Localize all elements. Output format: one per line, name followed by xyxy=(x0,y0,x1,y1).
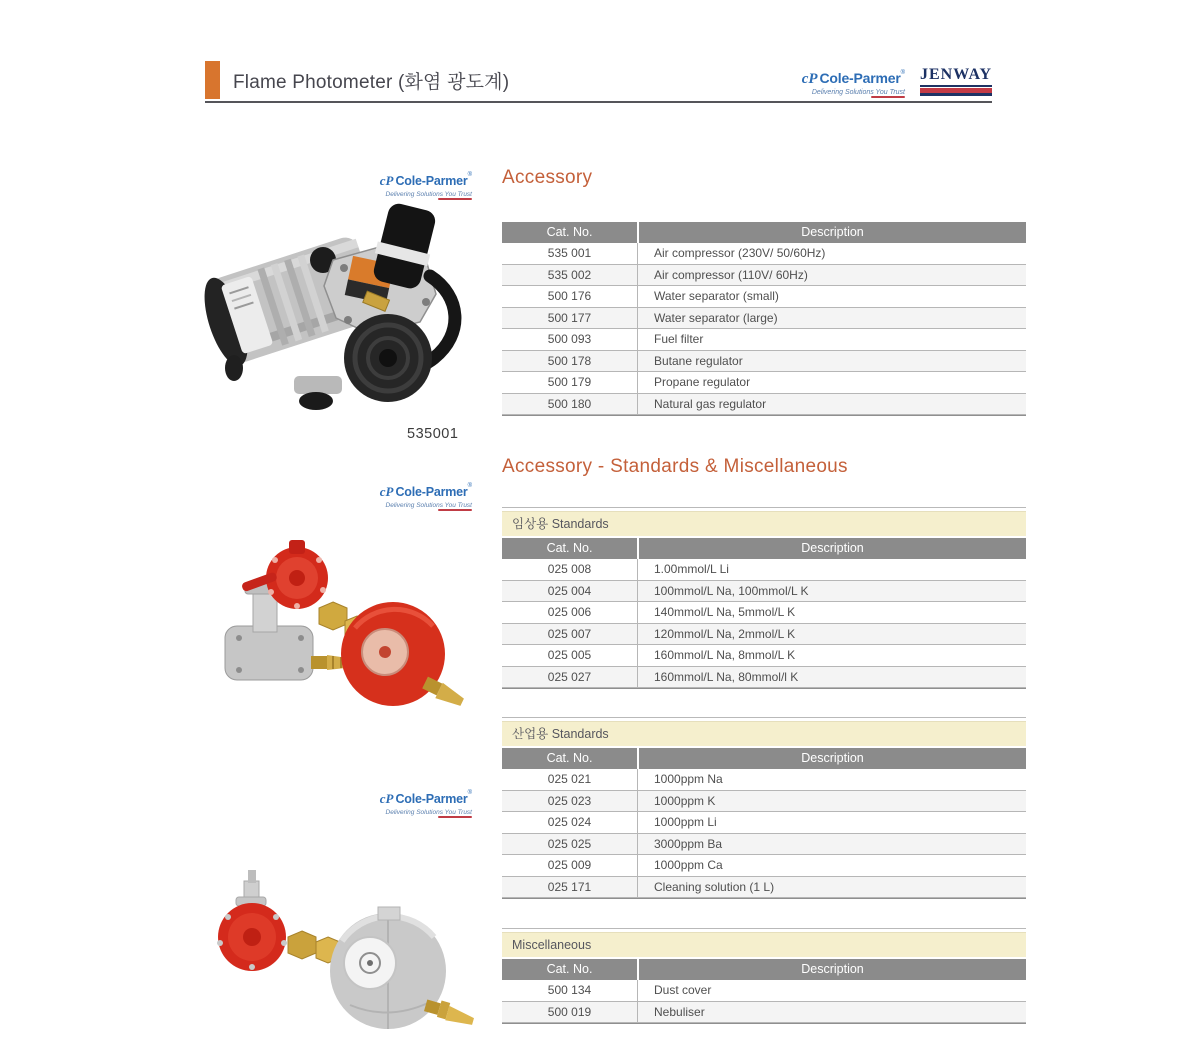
description-cell: 1000ppm Na xyxy=(637,769,1026,791)
cat-no-cell: 025 024 xyxy=(547,815,592,829)
table-row xyxy=(502,667,1026,689)
table-row xyxy=(502,372,1026,394)
cat-no-cell: 535 001 xyxy=(547,246,592,260)
clinical-standards-group xyxy=(502,507,1026,689)
description-cell: 1000ppm Li xyxy=(637,812,1026,834)
description-cell: Water separator (small) xyxy=(637,286,1026,308)
cat-no-cell: 535 002 xyxy=(547,267,592,282)
table-row xyxy=(502,559,1026,581)
air-compressor-image xyxy=(198,198,470,420)
cat-no-cell: 025 005 xyxy=(547,648,592,662)
cat-no-cell: 025 027 xyxy=(547,669,592,684)
cole-parmer-mark-icon: cP xyxy=(379,173,394,188)
jenway-wordmark: JENWAY xyxy=(920,66,992,87)
cat-no-cell: 025 009 xyxy=(547,858,592,872)
group-banner-miscellaneous: Miscellaneous xyxy=(502,932,1026,957)
cat-no-cell: 025 004 xyxy=(547,583,592,598)
cat-no-cell: 500 093 xyxy=(547,332,592,346)
tagline-underline xyxy=(438,816,472,818)
description-cell: 160mmol/L Na, 8mmol/L K xyxy=(637,645,1026,667)
page-title: Flame Photometer (화염 광도계) xyxy=(233,72,510,93)
cat-no-cell: 025 006 xyxy=(547,605,592,619)
table-row xyxy=(502,351,1026,373)
cat-no-cell: 500 019 xyxy=(547,1004,592,1019)
clinical-standards-table xyxy=(502,538,1026,689)
description-cell: 160mmol/L Na, 80mmol/l K xyxy=(637,667,1026,689)
industrial-standards-group xyxy=(502,717,1026,899)
table-row xyxy=(502,645,1026,667)
jenway-navy-bar xyxy=(920,93,992,96)
cat-no-cell: 025 023 xyxy=(547,793,592,808)
cat-no-cell: 025 171 xyxy=(547,879,592,894)
tagline-underline xyxy=(871,96,905,98)
cole-parmer-tagline: Delivering Solutions You Trust xyxy=(385,809,472,816)
group-divider xyxy=(502,717,1026,718)
table-row xyxy=(502,394,1026,416)
cole-parmer-tagline: Delivering Solutions You Trust xyxy=(385,502,472,509)
column-header-description: Description xyxy=(637,222,1026,243)
table-row xyxy=(502,791,1026,813)
column-header-cat-no: Cat. No. xyxy=(546,225,593,239)
table-row xyxy=(502,877,1026,899)
cat-no-cell: 500 178 xyxy=(547,353,592,368)
column-header-cat-no: Cat. No. xyxy=(546,962,593,976)
miscellaneous-table xyxy=(502,959,1026,1024)
description-cell: Water separator (large) xyxy=(637,308,1026,330)
cat-no-cell: 500 177 xyxy=(547,310,592,325)
description-cell: Propane regulator xyxy=(637,372,1026,394)
cat-no-cell: 025 025 xyxy=(547,836,592,851)
silver-gas-regulator-image xyxy=(190,845,478,1040)
table-header-row xyxy=(502,222,1026,243)
group-banner-industrial: 산업용 Standards xyxy=(502,721,1026,746)
group-divider xyxy=(502,507,1026,508)
header-divider xyxy=(205,101,992,103)
title-accent-bar xyxy=(205,61,220,99)
figure-caption: 535001 xyxy=(407,426,459,442)
table-row xyxy=(502,769,1026,791)
table-header-row xyxy=(502,959,1026,980)
cat-no-cell: 500 176 xyxy=(547,289,592,303)
group-divider xyxy=(502,928,1026,929)
description-cell: 140mmol/L Na, 5mmol/L K xyxy=(637,602,1026,624)
red-gas-regulators-image xyxy=(205,528,467,713)
group-banner-clinical: 임상용 Standards xyxy=(502,511,1026,536)
description-cell: Nebuliser xyxy=(637,1002,1026,1024)
description-cell: Dust cover xyxy=(637,980,1026,1002)
column-header-description: Description xyxy=(637,538,1026,559)
cat-no-cell: 025 021 xyxy=(547,772,592,786)
table-row xyxy=(502,980,1026,1002)
table-row xyxy=(502,602,1026,624)
cat-no-cell: 500 134 xyxy=(547,983,592,997)
column-header-description: Description xyxy=(637,748,1026,769)
cole-parmer-mark-icon: cP xyxy=(801,71,818,87)
table-row xyxy=(502,834,1026,856)
industrial-standards-table xyxy=(502,748,1026,899)
cole-parmer-logo: cP Cole-Parmer® Delivering Solutions You Trust xyxy=(352,790,472,818)
cat-no-cell: 025 007 xyxy=(547,626,592,641)
cole-parmer-logo xyxy=(785,70,905,98)
table-row xyxy=(502,624,1026,646)
miscellaneous-group xyxy=(502,928,1026,1024)
table-row xyxy=(502,812,1026,834)
description-cell: Fuel filter xyxy=(637,329,1026,351)
description-cell: 1000ppm K xyxy=(637,791,1026,813)
table-row xyxy=(502,265,1026,287)
description-cell: 1000ppm Ca xyxy=(637,855,1026,877)
description-cell: 100mmol/L Na, 100mmol/L K xyxy=(637,581,1026,603)
section-heading-standards: Accessory - Standards & Miscellaneous xyxy=(502,456,848,477)
table-header-row xyxy=(502,538,1026,559)
cole-parmer-tagline: Delivering Solutions You Trust xyxy=(385,191,472,198)
cole-parmer-wordmark: cP Cole-Parmer® xyxy=(801,70,905,87)
cat-no-cell: 500 179 xyxy=(547,375,592,389)
jenway-logo xyxy=(920,66,992,96)
description-cell: Butane regulator xyxy=(637,351,1026,373)
table-row xyxy=(502,581,1026,603)
table-header-row xyxy=(502,748,1026,769)
table-row xyxy=(502,855,1026,877)
description-cell: 1.00mmol/L Li xyxy=(637,559,1026,581)
column-header-cat-no: Cat. No. xyxy=(546,751,593,765)
description-cell: Cleaning solution (1 L) xyxy=(637,877,1026,899)
tagline-underline xyxy=(438,509,472,511)
cole-parmer-mark-icon: cP xyxy=(379,484,394,499)
cole-parmer-logo: cP Cole-Parmer® Delivering Solutions You Trust xyxy=(352,483,472,511)
cole-parmer-mark-icon: cP xyxy=(379,791,394,806)
accessory-table xyxy=(502,222,1026,416)
description-cell: Natural gas regulator xyxy=(637,394,1026,416)
cole-parmer-tagline: Delivering Solutions You Trust xyxy=(811,89,905,96)
table-row xyxy=(502,308,1026,330)
cat-no-cell: 500 180 xyxy=(547,396,592,411)
section-heading-accessory: Accessory xyxy=(502,167,593,188)
description-cell: 120mmol/L Na, 2mmol/L K xyxy=(637,624,1026,646)
description-cell: 3000ppm Ba xyxy=(637,834,1026,856)
column-header-cat-no: Cat. No. xyxy=(546,541,593,555)
column-header-description: Description xyxy=(637,959,1026,980)
cole-parmer-logo: cP Cole-Parmer® Delivering Solutions You Trust xyxy=(352,172,472,200)
description-cell: Air compressor (110V/ 60Hz) xyxy=(637,265,1026,287)
table-row xyxy=(502,329,1026,351)
table-row xyxy=(502,286,1026,308)
table-row xyxy=(502,1002,1026,1024)
table-row xyxy=(502,243,1026,265)
cat-no-cell: 025 008 xyxy=(547,562,592,576)
description-cell: Air compressor (230V/ 50/60Hz) xyxy=(637,243,1026,265)
